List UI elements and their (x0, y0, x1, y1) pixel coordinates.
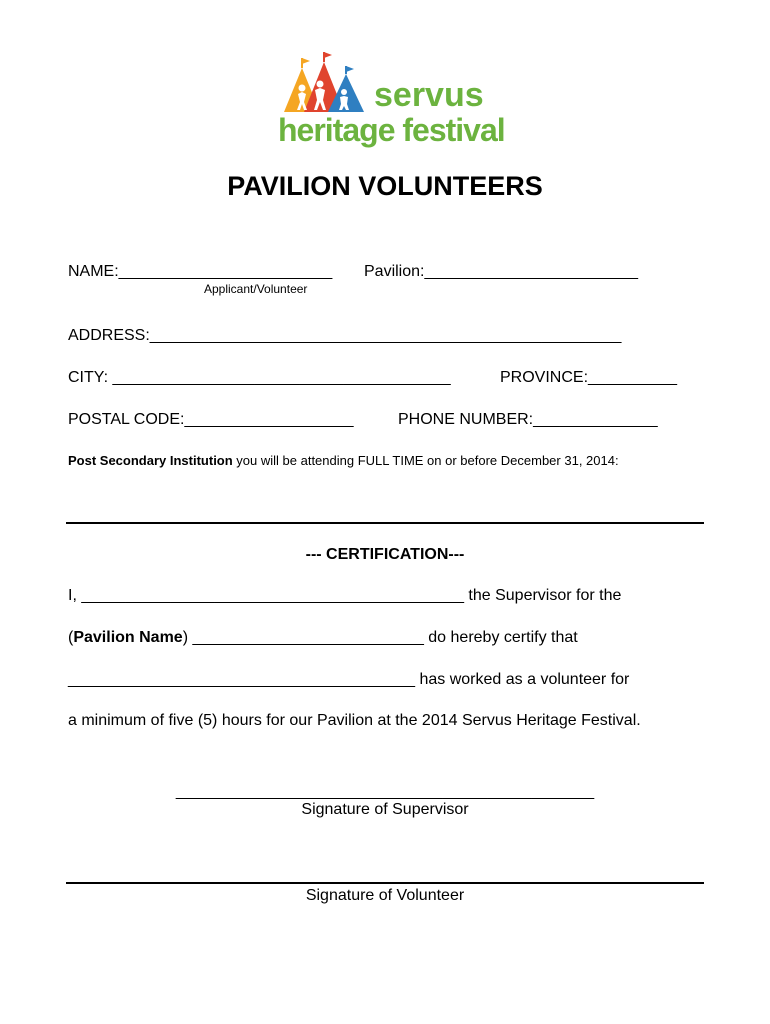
institution-answer-line[interactable] (66, 522, 704, 524)
supervisor-for-text: the Supervisor for the (463, 587, 622, 604)
logo-text-heritage: heritage festival (278, 112, 505, 148)
certification-heading: --- CERTIFICATION--- (305, 546, 465, 563)
name-caption: Applicant/Volunteer (204, 282, 308, 296)
page-title: PAVILION VOLUNTEERS (227, 171, 543, 201)
institution-text: you will be attending FULL TIME on or before December 31, 2014: (232, 453, 619, 468)
name-field[interactable]: NAME:________________________ (68, 263, 333, 280)
institution-question (68, 452, 688, 470)
supervisor-signature-line[interactable]: _______________________________________________ (175, 783, 595, 800)
certification-line-2 (68, 628, 578, 648)
volunteer-signature-label: Signature of Volunteer (305, 887, 465, 904)
supervisor-signature-label: Signature of Supervisor (301, 801, 469, 818)
postal-code-field[interactable]: POSTAL CODE:___________________ (68, 411, 354, 428)
pavilion-name-blank[interactable]: ) __________________________ do hereby certify that (182, 629, 578, 646)
phone-number-field[interactable]: PHONE NUMBER:______________ (398, 411, 658, 428)
certification-line-1 (68, 586, 621, 606)
volunteer-name-blank[interactable]: _______________________________________ has worked as a volunteer for (68, 671, 630, 688)
logo-text-servus: servus (374, 76, 484, 114)
tents-icon (278, 52, 374, 118)
festival-logo (278, 52, 505, 156)
province-field[interactable]: PROVINCE:__________ (500, 369, 677, 386)
pavilion-field[interactable]: Pavilion:________________________ (364, 263, 639, 280)
supervisor-name-blank[interactable]: I, ___________________________________________ (68, 587, 464, 604)
institution-label: Post Secondary Institution (68, 453, 233, 468)
volunteer-signature-line[interactable] (66, 882, 704, 884)
address-field[interactable]: ADDRESS:_____________________________________________________ (68, 327, 622, 344)
city-field[interactable]: CITY: ______________________________________ (68, 369, 451, 386)
pavilion-name-label: Pavilion Name (73, 629, 183, 646)
paren-open: ( (68, 629, 74, 646)
certification-statement: a minimum of five (5) hours for our Pavilion at the 2014 Servus Heritage Festival. (68, 712, 641, 729)
